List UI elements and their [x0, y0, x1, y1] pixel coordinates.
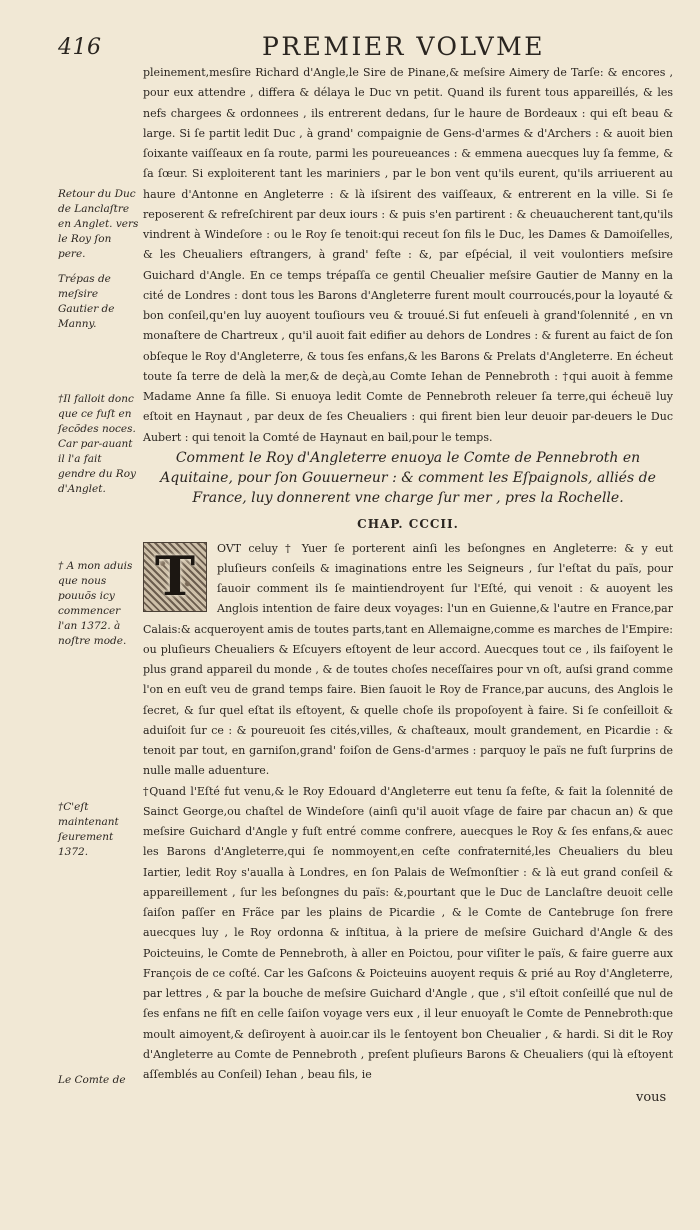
chapter-heading: Comment le Roy d'Angleterre enuoya le Comte de Pennebroth en Aquitaine, pour ſon Gouuerneur : & comment les Eſpaignols, alliés de France, luy donnerent vne charge ſur mer , pres la Rochelle.	[160, 449, 656, 507]
drop-initial-ornament	[143, 542, 207, 612]
page-number: 416	[58, 35, 102, 60]
paragraph: OVT celuy † Yuer ſe porterent ainſi les beſongnes en Angleterre: & y eut pluſieurs conſeils & imaginations entre les Seigneurs , ſur l'eſtat du païs, pour ſauoir comment ils ſe maintiendroyent ſur l'Eſté, qui venoit : & auoyent les Anglois intention de faire deux voyages: l'un en Guienne,& l'autre en France,par Calais:& acqueroyent amis de toutes parts,tant en Allemaigne,comme es marches de l'Empire: ou pluſieurs Cheualiers & Eſcuyers eſtoyent de leur accord. Auecques tout ce , ils faiſoyent le plus grand appareil du monde , & de toutes choſes neceſſaires pour vn oſt, auſsi grand comme l'on en euſt veu de grand temps faire. Bien ſauoit le Roy de France,par aucuns, des Anglois le ſecret, & ſur quel eſtat ils eſtoyent, & quelle choſe ils propoſoyent à faire. Si ſe conſeilloit & aduiſoit ſur ce : & poureuoit ſes cités,villes, & chaſteaux, moult grandement, en Picardie : & tenoit par tout, en garniſon,grand' foiſon de Gens-d'armes : parquoy le païs ne fuſt ſurprins de nulle malle aduenture.	[143, 541, 673, 778]
catchword: vous	[636, 1090, 667, 1105]
margin-note: †C'eſt maintenant ſeurement 1372.	[58, 801, 119, 858]
paragraph: pleinement,mesſire Richard d'Angle,le Sire de Pinane,& meſsire Aimery de Tarſe: & encores , pour eux attendre , differa & délaya le Duc vn petit. Quand ils furent tous appareillés, & les nefs chargees & ordonnees , ils entrerent dedans, ſur le haure de Bordeaux : qui eſt beau & large. Si ſe partit ledit Duc , à grand' compaignie de Gens-d'armes & d'Archers : & auoit bien ſoixante vaiſſeaux en ſa route, parmi les poureueances : & emmena auecques luy ſa femme, & ſa ſœur. Si exploiterent tant les mariniers , par le bon vent qu'ils eurent, qu'ils arriuerent au haure d'Antonne en Angleterre : & là iſsirent des vaiſſeaux, & entrerent en la ville. Si ſe reposerent & refreſchirent par deux iours : & puis s'en partirent : & cheuaucherent tant,qu'ils vindrent à Windeſore : ou le Roy ſe tenoit:qui receut ſon fils le Duc, les Dames & Damoiſelles, & les Cheualiers eſtrangers, à grand' feſte : &, par eſpécial, il veit voulontiers meſsire Guichard d'Angle. En ce temps trépaſſa ce gentil Cheualier meſsire Gautier de Manny en la cité de Londres : dont tous les Barons d'Angleterre furent moult courroucés,pour la loyauté & bon conſeil,qu'en luy auoyent touſiours veu & trouué.Si fut enſeueli à grand'ſolennité , en vn monaſtere de Chartreux , qu'il auoit fait edifier au dehors de Londres : & furent au faict de ſon obſeque le Roy d'Angleterre, & tous ſes enfans,& les Barons & Prelats d'Angleterre. En écheut toute ſa terre de delà la mer,& de deçà,au Comte Iehan de Pennebroth : †qui auoit à femme Madame Anne ſa fille. Si enuoya ledit Comte de Pennebroth releuer ſa terre,qui écheuë luy eſtoit en Haynaut , par deux de ſes Cheualiers : qui firent bien leur deuoir par-deuers le Duc Aubert : qui tenoit la Comté de Haynaut en bail,pour le temps.	[143, 66, 673, 444]
margin-note: †Il falloit donc que ce fuſt en ſecõdes noces. Car par-auant il l'a fait gendre du Roy d'Anglet.	[58, 393, 136, 495]
drop-initial-letter: T	[154, 544, 196, 609]
chapter-number: CHAP. CCCII.	[357, 516, 459, 531]
margin-note: Le Comte de	[58, 1074, 126, 1086]
body-text	[143, 63, 673, 1085]
margin-note: † A mon aduis que nous pouuõs icy commencer l'an 1372. à noſtre mode.	[58, 560, 133, 647]
paragraph: †Quand l'Eſté fut venu,& le Roy Edouard d'Angleterre eut tenu ſa feſte, & fait la ſolennité de Sainct George,ou chaſtel de Windeſore (ainſi qu'il auoit vſage de faire par chacun an) & que meſsire Guichard d'Angle y fuſt entré comme confrere, auecques le Roy & ſes enfans,& auec les Barons d'Angleterre,qui ſe nommoyent,en ceſte confraternité,les Cheualiers du bleu Iartier, ledit Roy s'aualla à Londres, en ſon Palais de Weſmonſtier : & là eut grand conſeil & appareillement , ſur les beſongnes du païs: &,pourtant que le Duc de Lanclaſtre deuoit celle ſaiſon paſſer en Frãce par les plains de Picardie , & le Comte de Cantebruge ſon frere auecques luy , le Roy ordonna & inſtitua, à la priere de meſsire Guichard d'Angle & des Poicteuins, le Comte de Pennebroth, à aller en Poictou, pour viſiter le païs, & faire guerre aux François de ce coſté. Car les Gaſcons & Poicteuins auoyent requis & prié au Roy d'Angleterre, par lettres , & par la bouche de meſsire Guichard d'Angle , que , s'il eſtoit conſeillé que nul de ſes enfans ne fiſt en celle ſaiſon voyage vers eux , il leur enuoyaſt le Comte de Pennebroth:que moult aimoyent,& deſiroyent à auoir.car ils le ſentoyent bon Cheualier , & hardi. Si dit le Roy d'Angleterre au Comte de Pennebroth , preſent pluſieurs Barons & Cheualiers (qui là eſtoyent aſſemblés au Conſeil) Iehan , beau fils, ie	[143, 784, 673, 1081]
margin-note: Trépas de meſsire Gautier de Manny.	[58, 273, 115, 330]
running-title: PREMIER VOLVME	[262, 32, 546, 61]
margin-note: Retour du Duc de Lanclaſtre en Anglet. vers le Roy ſon pere.	[58, 188, 139, 260]
